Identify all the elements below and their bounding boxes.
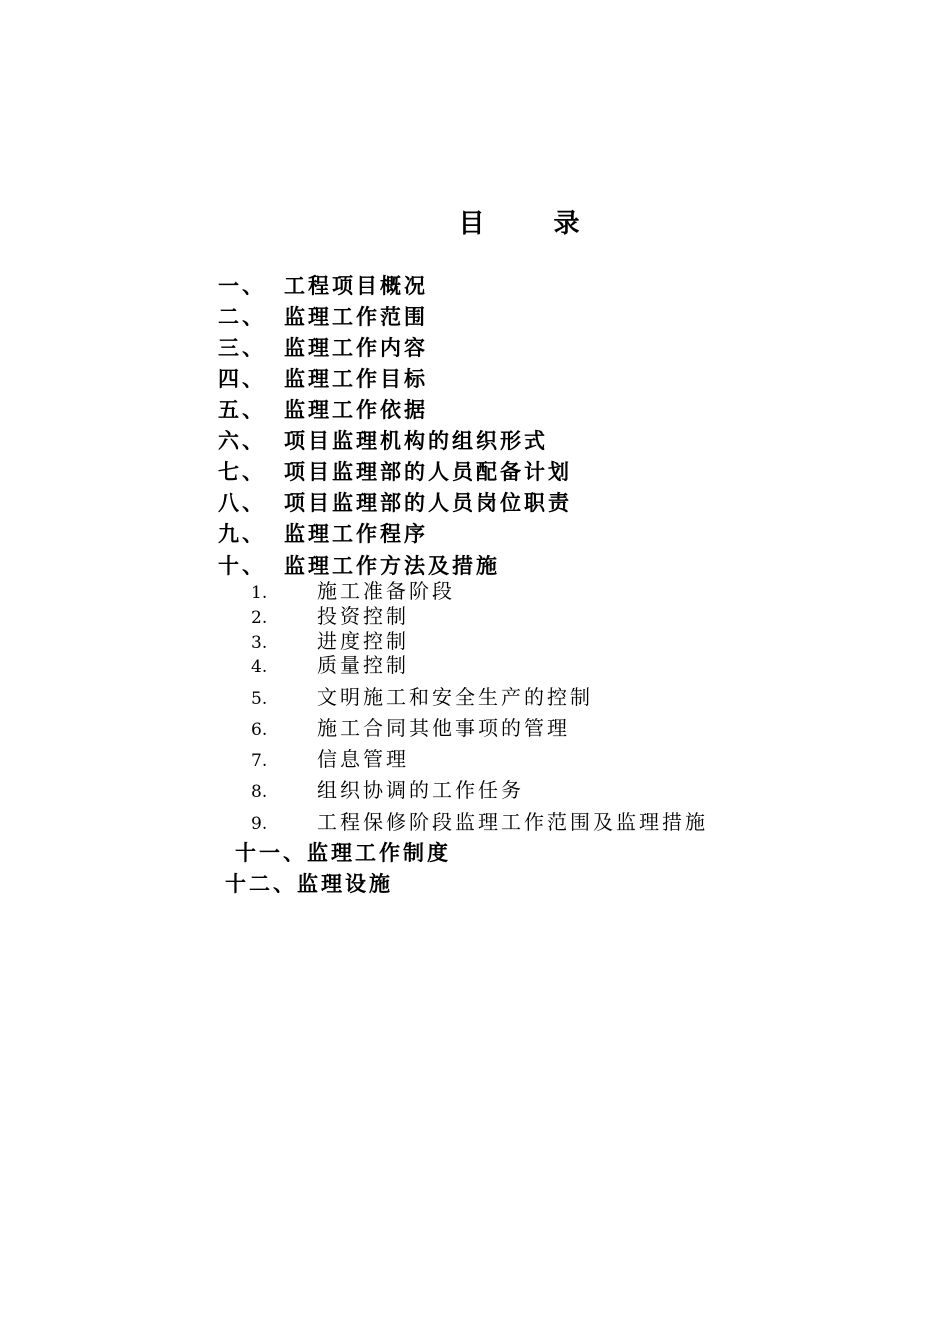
toc-title: 目 录 bbox=[458, 209, 610, 239]
toc-subitem-text: 工程保修阶段监理工作范围及监理措施 bbox=[317, 810, 708, 834]
toc-subitem-text: 投资控制 bbox=[317, 604, 409, 628]
toc-item-text: 监理工作依据 bbox=[284, 398, 428, 422]
toc-item-text: 监理工作内容 bbox=[284, 336, 428, 360]
toc-subitem-text: 施工合同其他事项的管理 bbox=[317, 716, 570, 740]
toc-subitem-7 bbox=[251, 745, 409, 775]
toc-subitem-number: 2. bbox=[251, 608, 268, 628]
toc-item-number: 六、 bbox=[218, 429, 266, 453]
toc-subitem-text: 质量控制 bbox=[317, 653, 409, 677]
toc-subitem-text: 组织协调的工作任务 bbox=[317, 778, 524, 802]
toc-item-2 bbox=[218, 303, 428, 331]
toc-item-text: 工程项目概况 bbox=[284, 274, 428, 298]
toc-item-9 bbox=[218, 520, 428, 548]
toc-item-number: 三、 bbox=[218, 336, 266, 360]
toc-subitem-number: 4. bbox=[251, 657, 268, 677]
toc-subitem-number: 6. bbox=[251, 720, 268, 740]
toc-item-4 bbox=[218, 365, 428, 393]
toc-subitem-number: 1. bbox=[251, 583, 268, 603]
toc-item-text: 监理工作目标 bbox=[284, 367, 428, 391]
toc-subitem-text: 施工准备阶段 bbox=[317, 579, 455, 603]
toc-subitem-6 bbox=[251, 714, 570, 744]
toc-item-text: 监理工作方法及措施 bbox=[284, 554, 500, 578]
toc-item-8 bbox=[218, 489, 572, 517]
toc-item-5 bbox=[218, 396, 428, 424]
toc-item-10 bbox=[218, 552, 500, 580]
toc-subitem-number: 3. bbox=[251, 633, 268, 653]
toc-item-number: 二、 bbox=[218, 305, 266, 329]
toc-item-text: 项目监理部的人员配备计划 bbox=[284, 460, 572, 484]
toc-subitem-number: 8. bbox=[251, 782, 268, 802]
toc-subitem-number: 5. bbox=[251, 689, 268, 709]
toc-item-text: 监理工作程序 bbox=[284, 522, 428, 546]
toc-item-number: 十、 bbox=[218, 554, 266, 578]
toc-item-12: 十二、监理设施 bbox=[225, 872, 393, 896]
toc-subitem-text: 文明施工和安全生产的控制 bbox=[317, 685, 593, 709]
toc-item-number: 五、 bbox=[218, 398, 266, 422]
toc-item-1 bbox=[218, 272, 428, 300]
toc-item-7 bbox=[218, 458, 572, 486]
toc-item-number: 一、 bbox=[218, 274, 266, 298]
toc-item-number: 八、 bbox=[218, 491, 266, 515]
toc-subitem-8 bbox=[251, 776, 524, 806]
toc-item-number: 七、 bbox=[218, 460, 266, 484]
toc-item-6 bbox=[218, 427, 548, 455]
toc-subitem-text: 进度控制 bbox=[317, 629, 409, 653]
toc-subitem-number: 7. bbox=[251, 751, 268, 771]
toc-item-3 bbox=[218, 334, 428, 362]
toc-subitem-number: 9. bbox=[251, 814, 268, 834]
toc-subitem-5 bbox=[251, 683, 593, 713]
toc-item-11: 十一、监理工作制度 bbox=[235, 841, 451, 865]
toc-subitem-9 bbox=[251, 808, 708, 838]
toc-subitem-4 bbox=[251, 651, 409, 681]
toc-item-text: 项目监理机构的组织形式 bbox=[284, 429, 548, 453]
toc-subitem-text: 信息管理 bbox=[317, 747, 409, 771]
toc-item-number: 九、 bbox=[218, 522, 266, 546]
toc-item-number: 四、 bbox=[218, 367, 266, 391]
toc-item-text: 项目监理部的人员岗位职责 bbox=[284, 491, 572, 515]
toc-item-text: 监理工作范围 bbox=[284, 305, 428, 329]
